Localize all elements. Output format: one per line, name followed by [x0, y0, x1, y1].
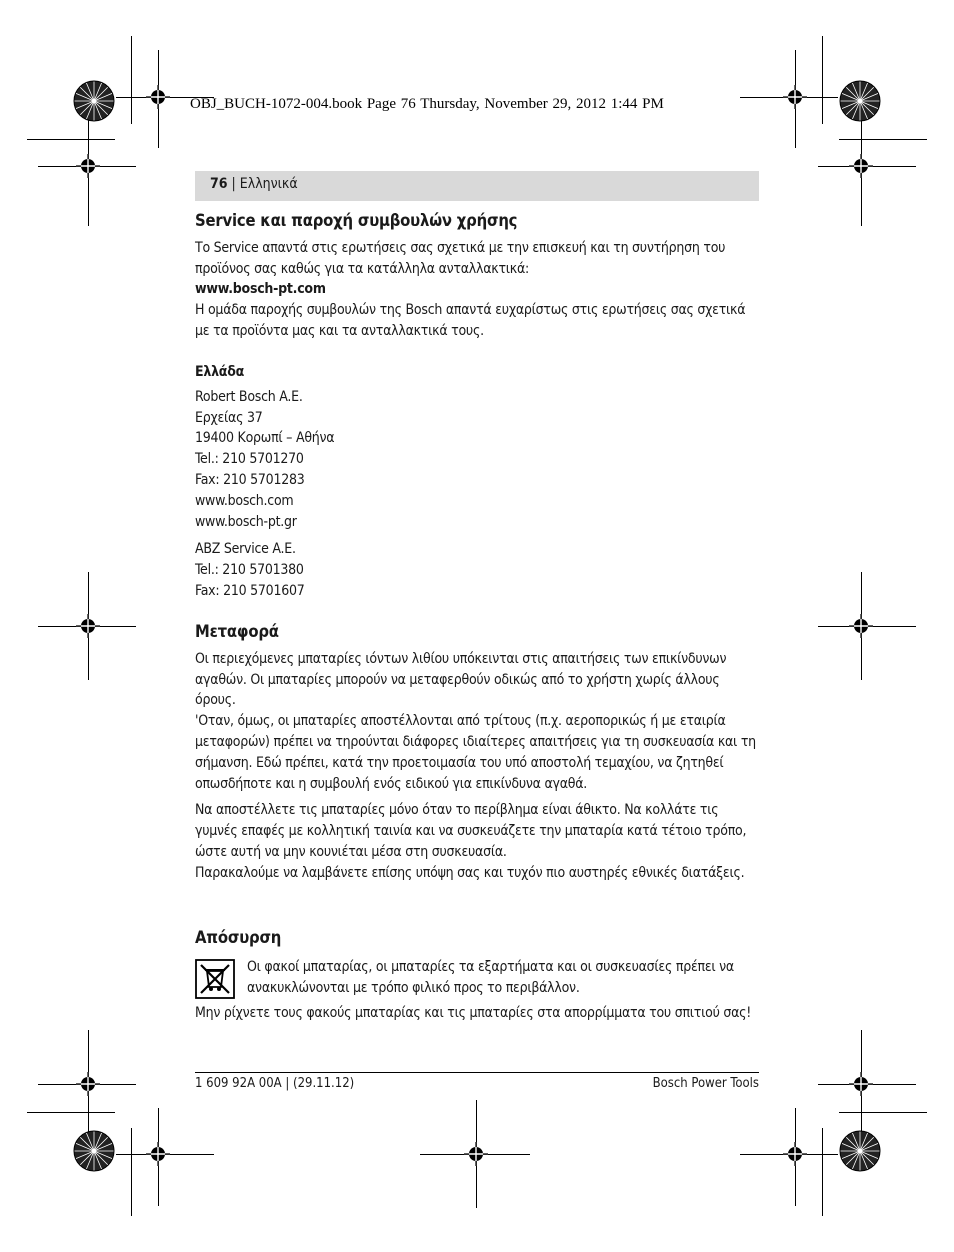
footer-doc-number: 1 609 92A 00A | (29.11.12) — [195, 1076, 355, 1091]
service-heading: Service και παροχή συμβουλών χρήσης — [195, 211, 518, 230]
phone-line: Tel.: 210 5701380 — [195, 562, 304, 579]
disposal-section — [195, 928, 763, 949]
page-number: 76 — [210, 176, 228, 192]
registration-rosette-icon — [73, 80, 115, 122]
registration-target-icon — [849, 614, 873, 638]
registration-target-icon — [146, 85, 170, 109]
page-header — [210, 176, 298, 192]
registration-target-icon — [849, 154, 873, 178]
website-link[interactable]: www.bosch-pt.gr — [195, 513, 297, 530]
registration-target-icon — [146, 1142, 170, 1166]
registration-target-icon — [76, 1072, 100, 1096]
registration-rosette-icon — [839, 80, 881, 122]
footer-rule — [195, 1072, 759, 1073]
registration-target-icon — [849, 1072, 873, 1096]
registration-target-icon — [783, 85, 807, 109]
registration-target-icon — [783, 1142, 807, 1166]
disposal-heading: Απόσυρση — [195, 928, 282, 947]
registration-target-icon — [76, 614, 100, 638]
registration-target-icon — [464, 1142, 488, 1166]
address-line: 19400 Κορωπί – Αθήνα — [195, 430, 335, 447]
address-line: Ερχείας 37 — [195, 409, 263, 426]
transport-section — [195, 622, 763, 884]
transport-paragraph: Να αποστέλλετε τις μπαταρίες μόνο όταν το περίβλημα είναι άθικτο. Να κολλάτε τις γυμνές επαφές με κολλητική ταινία και να συσκευάζετε την μπαταρία κατά τέτοιο τρόπο, ώστε αυτή να μην κουνιέται μέσα στη συσκευασία. — [195, 802, 747, 860]
address-block-abz-service — [195, 539, 763, 601]
fax-line: Fax: 210 5701283 — [195, 471, 305, 488]
crossed-out-wheelie-bin-icon — [195, 959, 235, 999]
service-website-link[interactable]: www.bosch-pt.com — [195, 281, 326, 298]
disposal-warning-text: Μην ρίχνετε τους φακούς μπαταρίας και τις μπαταρίες στα απορρίμματα του σπιτιού σας! — [195, 1005, 752, 1021]
address-line: Robert Bosch A.E. — [195, 388, 303, 405]
transport-paragraph: Οι περιεχόμενες μπαταρίες ιόντων λιθίου υπόκεινται στις απαιτήσεις των επικίνδυνων αγαθών. Οι μπαταρίες μπορούν να μεταφερθούν οδικώς από το χρήστη χωρίς άλλους όρους. — [195, 650, 727, 709]
greece-contact-section — [195, 362, 763, 602]
transport-heading: Μεταφορά — [195, 622, 279, 641]
registration-rosette-icon — [839, 1130, 881, 1172]
registration-target-icon — [76, 154, 100, 178]
print-slug: OBJ_BUCH-1072-004.book Page 76 Thursday, November 29, 2012 1:44 PM — [190, 96, 664, 112]
header-separator: | — [227, 176, 240, 192]
service-paragraph: Το Service απαντά στις ερωτήσεις σας σχετικά με την επισκευή και τη συντήρηση του προϊόνος σας καθώς για τα κατάλληλα ανταλλακτικά: — [195, 239, 726, 277]
service-advice-paragraph: Η ομάδα παροχής συμβουλών της Bosch απαντά ευχαρίστως στις ερωτήσεις σας σχετικά με τα προϊόντα μας και τα ανταλλακτικά τους. — [195, 302, 746, 339]
disposal-recycle-text: Οι φακοί μπαταρίας, οι μπαταρίες τα εξαρτήματα και οι συσκευασίες πρέπει να ανακυκλώνονται με τρόπο φιλικό προς το περιβάλλον. — [247, 959, 734, 996]
address-block-robert-bosch — [195, 387, 763, 533]
registration-rosette-icon — [73, 1130, 115, 1172]
transport-paragraph: 'Οταν, όμως, οι μπαταρίες αποστέλλονται από τρίτους (π.χ. αεροπορικώς ή με εταιρία μεταφορών) πρέπει να τηρούνται διάφορες ιδιαίτερες απαιτήσεις για τη συσκευασία και τη σήμανση. Εδώ πρέπει, κατά την προετοιμασία του υπό αποστολή τεμαχίου, να ζητηθεί οπωσδήποτε και η συμβουλή ενός ειδικού για επικίνδυνα αγαθά. — [195, 713, 756, 792]
phone-line: Tel.: 210 5701270 — [195, 451, 304, 468]
footer-brand: Bosch Power Tools — [652, 1076, 759, 1091]
header-language: Ελληνικά — [239, 176, 298, 192]
greece-heading: Ελλάδα — [195, 364, 245, 380]
service-section — [195, 211, 763, 342]
website-link[interactable]: www.bosch.com — [195, 492, 294, 509]
fax-line: Fax: 210 5701607 — [195, 582, 305, 599]
transport-paragraph: Παρακαλούμε να λαμβάνετε επίσης υπόψη σας και τυχόν πιο αυστηρές εθνικές διατάξεις. — [195, 864, 745, 881]
address-line: ABZ Service A.E. — [195, 541, 296, 558]
